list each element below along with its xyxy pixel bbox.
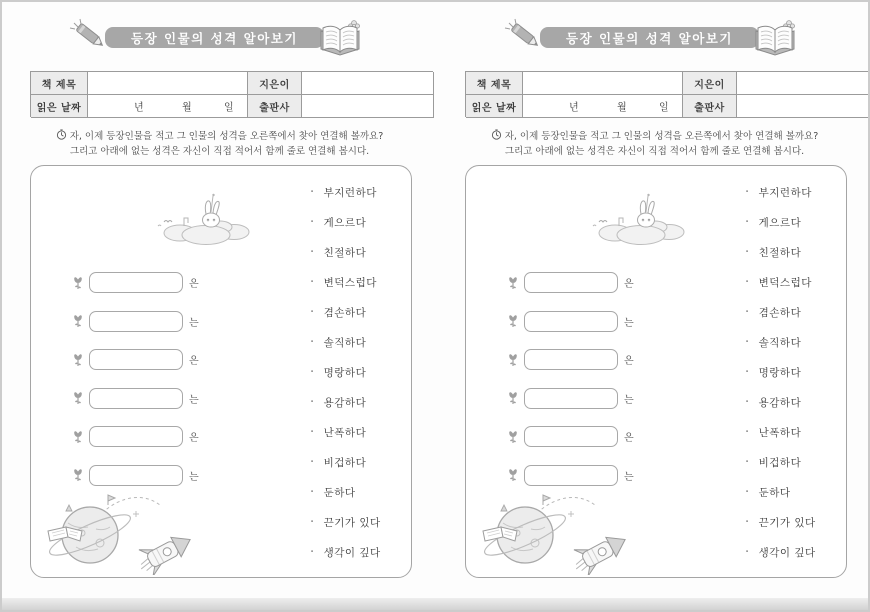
character-input-row <box>72 272 199 293</box>
trait-label: 명랑하다 <box>323 366 367 379</box>
trait-item <box>310 237 381 267</box>
character-input-row <box>72 349 199 370</box>
trait-item <box>745 387 816 417</box>
trait-item <box>310 387 381 417</box>
trait-item <box>310 327 381 357</box>
tulip-icon <box>72 468 85 482</box>
trait-item <box>745 507 816 537</box>
bullet-dot: · <box>745 544 750 560</box>
clock-icon <box>56 129 67 145</box>
book-info-table <box>30 71 433 117</box>
author-field[interactable] <box>737 72 869 95</box>
trait-label: 명랑하다 <box>758 366 802 379</box>
character-name-input[interactable] <box>89 311 183 332</box>
open-book-icon <box>751 18 799 62</box>
trait-item <box>310 417 381 447</box>
character-input-row <box>507 349 634 370</box>
particle-label: 는 <box>189 317 199 329</box>
particle-label: 는 <box>624 471 634 483</box>
trait-label: 솔직하다 <box>323 336 367 349</box>
trait-label: 끈기가 있다 <box>758 516 816 529</box>
tulip-icon <box>507 353 520 367</box>
trait-item <box>745 297 816 327</box>
character-name-input[interactable] <box>524 272 618 293</box>
particle-label: 는 <box>189 471 199 483</box>
traits-list <box>310 177 381 567</box>
trait-label: 용감하다 <box>323 396 367 409</box>
read-date-field[interactable] <box>523 95 683 118</box>
particle-label: 은 <box>189 356 199 367</box>
tulip-icon <box>507 430 520 444</box>
character-name-input[interactable] <box>524 349 618 370</box>
trait-label: 비겁하다 <box>758 456 802 469</box>
character-name-input[interactable] <box>89 388 183 409</box>
tulip-icon <box>72 276 85 290</box>
character-input-row <box>507 388 634 409</box>
author-label: 지은이 <box>683 72 737 95</box>
trait-label: 겸손하다 <box>758 306 802 319</box>
worksheet-page-1 <box>2 2 437 600</box>
instruction-line-2: 그리고 아래에 없는 성격은 자신이 직접 적어서 함께 줄로 연결해 봅시다. <box>504 145 805 157</box>
bullet-dot: · <box>745 274 750 290</box>
bullet-dot: · <box>745 394 750 410</box>
trait-label: 친절하다 <box>758 246 802 259</box>
date-unit-month: 월 <box>182 102 192 114</box>
character-input-row <box>72 311 199 332</box>
bullet-dot: · <box>310 244 315 260</box>
bullet-dot: · <box>310 274 315 290</box>
trait-label: 변덕스럽다 <box>323 276 377 289</box>
author-field[interactable] <box>302 72 434 95</box>
bullet-dot: · <box>310 184 315 200</box>
bullet-dot: · <box>310 454 315 470</box>
author-label: 지은이 <box>248 72 302 95</box>
bullet-dot: · <box>310 424 315 440</box>
trait-label: 변덕스럽다 <box>758 276 812 289</box>
trait-item <box>745 537 816 567</box>
character-input-row <box>72 388 199 409</box>
trait-label: 생각이 깊다 <box>323 546 381 559</box>
earth-rocket-illustration <box>38 483 222 579</box>
instructions <box>2 129 437 158</box>
trait-label: 둔하다 <box>758 486 791 499</box>
date-unit-month: 월 <box>617 102 627 114</box>
trait-item <box>310 537 381 567</box>
particle-label: 는 <box>624 317 634 329</box>
trait-item <box>310 357 381 387</box>
traits-list <box>745 177 816 567</box>
page-title: 등장 인물의 성격 알아보기 <box>131 30 298 46</box>
tulip-icon <box>507 276 520 290</box>
trait-item <box>745 237 816 267</box>
character-name-input[interactable] <box>89 426 183 447</box>
worksheet-page-2 <box>437 2 870 600</box>
trait-label: 게으르다 <box>323 216 367 229</box>
trait-item <box>310 207 381 237</box>
instruction-line-2: 그리고 아래에 없는 성격은 자신이 직접 적어서 함께 줄로 연결해 봅시다. <box>69 145 370 157</box>
particle-label: 은 <box>624 433 634 444</box>
particle-label: 는 <box>624 394 634 406</box>
publisher-field[interactable] <box>737 95 869 118</box>
bullet-dot: · <box>745 424 750 440</box>
trait-item <box>310 177 381 207</box>
trait-item <box>310 267 381 297</box>
bullet-dot: · <box>745 334 750 350</box>
instruction-line-1: 자, 이제 등장인물을 적고 그 인물의 성격을 오른쪽에서 찾아 연결해 볼까요? <box>504 131 819 142</box>
character-input-row <box>72 426 199 447</box>
book-title-field[interactable] <box>88 72 248 95</box>
trait-item <box>745 177 816 207</box>
bullet-dot: · <box>745 244 750 260</box>
bullet-dot: · <box>745 484 750 500</box>
bullet-dot: · <box>745 214 750 230</box>
bullet-dot: · <box>310 304 315 320</box>
bullet-dot: · <box>745 304 750 320</box>
trait-label: 친절하다 <box>323 246 367 259</box>
page-title: 등장 인물의 성격 알아보기 <box>566 30 733 46</box>
publisher-field[interactable] <box>302 95 434 118</box>
trait-item <box>745 207 816 237</box>
bullet-dot: · <box>310 334 315 350</box>
trait-label: 게으르다 <box>758 216 802 229</box>
trait-label: 겸손하다 <box>323 306 367 319</box>
trait-label: 부지런하다 <box>758 186 812 199</box>
read-date-field[interactable] <box>88 95 248 118</box>
date-unit-year: 년 <box>569 102 579 114</box>
character-input-row <box>507 272 634 293</box>
trait-item <box>310 507 381 537</box>
rabbit-cloud-illustration <box>150 191 262 253</box>
book-title-label: 책 제목 <box>31 72 88 95</box>
bullet-dot: · <box>310 484 315 500</box>
bullet-dot: · <box>310 544 315 560</box>
tulip-icon <box>507 468 520 482</box>
date-unit-day: 일 <box>224 102 234 114</box>
trait-item <box>745 477 816 507</box>
date-unit-year: 년 <box>134 102 144 114</box>
bullet-dot: · <box>310 364 315 380</box>
earth-rocket-illustration <box>473 483 657 579</box>
trait-item <box>745 267 816 297</box>
character-inputs <box>507 272 634 503</box>
bullet-dot: · <box>745 514 750 530</box>
trait-item <box>745 327 816 357</box>
instruction-line-1: 자, 이제 등장인물을 적고 그 인물의 성격을 오른쪽에서 찾아 연결해 볼까요? <box>69 131 384 142</box>
character-inputs <box>72 272 199 503</box>
clock-icon <box>491 129 502 145</box>
rabbit-cloud-illustration <box>585 191 697 253</box>
read-date-label: 읽은 날짜 <box>466 95 523 118</box>
trait-label: 솔직하다 <box>758 336 802 349</box>
trait-label: 비겁하다 <box>323 456 367 469</box>
read-date-label: 읽은 날짜 <box>31 95 88 118</box>
trait-item <box>745 357 816 387</box>
bullet-dot: · <box>310 214 315 230</box>
bullet-dot: · <box>745 364 750 380</box>
open-book-icon <box>316 18 364 62</box>
tulip-icon <box>507 314 520 328</box>
bullet-dot: · <box>310 394 315 410</box>
tulip-icon <box>72 430 85 444</box>
trait-item <box>310 297 381 327</box>
character-name-input[interactable] <box>524 426 618 447</box>
trait-item <box>310 477 381 507</box>
date-unit-day: 일 <box>659 102 669 114</box>
trait-item <box>745 447 816 477</box>
character-name-input[interactable] <box>89 349 183 370</box>
book-title-field[interactable] <box>523 72 683 95</box>
page-title-banner <box>540 27 759 48</box>
trait-label: 둔하다 <box>323 486 356 499</box>
character-name-input[interactable] <box>524 311 618 332</box>
particle-label: 는 <box>189 394 199 406</box>
character-input-row <box>507 311 634 332</box>
trait-label: 용감하다 <box>758 396 802 409</box>
tulip-icon <box>72 353 85 367</box>
book-title-label: 책 제목 <box>466 72 523 95</box>
publisher-label: 출판사 <box>683 95 737 118</box>
page-title-banner <box>105 27 324 48</box>
trait-label: 생각이 깊다 <box>758 546 816 559</box>
trait-label: 끈기가 있다 <box>323 516 381 529</box>
tulip-icon <box>507 391 520 405</box>
instructions <box>437 129 870 158</box>
particle-label: 은 <box>624 279 634 290</box>
trait-item <box>745 417 816 447</box>
trait-item <box>310 447 381 477</box>
bullet-dot: · <box>745 184 750 200</box>
particle-label: 은 <box>624 356 634 367</box>
book-info-table <box>465 71 868 117</box>
character-name-input[interactable] <box>89 272 183 293</box>
publisher-label: 출판사 <box>248 95 302 118</box>
particle-label: 은 <box>189 279 199 290</box>
tulip-icon <box>72 391 85 405</box>
tulip-icon <box>72 314 85 328</box>
character-input-row <box>507 426 634 447</box>
bullet-dot: · <box>310 514 315 530</box>
trait-label: 부지런하다 <box>323 186 377 199</box>
character-name-input[interactable] <box>524 388 618 409</box>
particle-label: 은 <box>189 433 199 444</box>
trait-label: 난폭하다 <box>758 426 802 439</box>
trait-label: 난폭하다 <box>323 426 367 439</box>
bullet-dot: · <box>745 454 750 470</box>
